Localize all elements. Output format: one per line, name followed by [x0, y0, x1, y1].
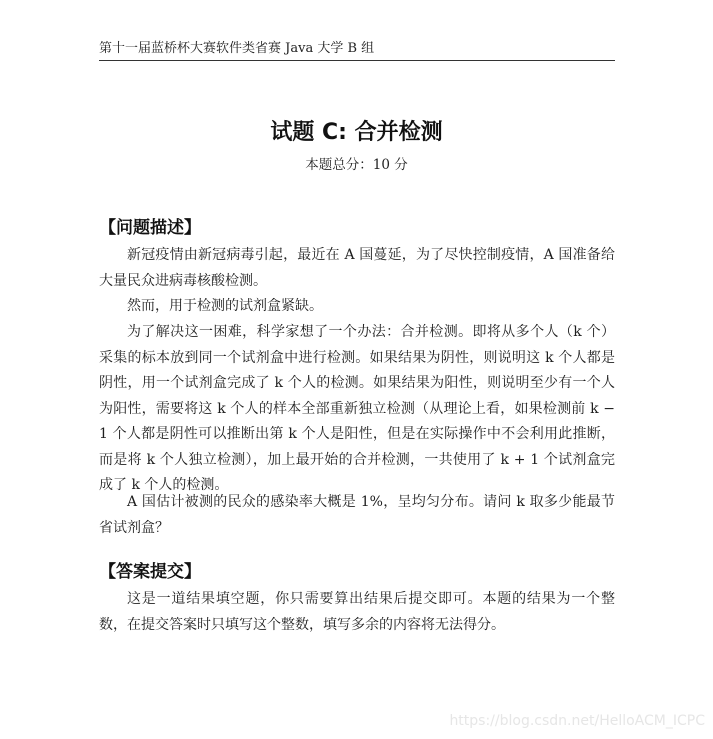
description-paragraph-2: 然而，用于检测的试剂盒紧缺。	[127, 298, 323, 314]
problem-score: 本题总分：10 分	[305, 157, 408, 173]
description-paragraph-1: 新冠疫情由新冠病毒引起，最近在 A 国蔓延，为了尽快控制疫情，A 国准备给大量民众进病毒核酸检测。	[99, 247, 615, 289]
problem-title: 试题 C: 合并检测	[270, 120, 443, 145]
description-paragraph-4: A 国估计被测的民众的感染率大概是 1%，呈均匀分布。请问 k 取多少能最节省试剂盒？	[99, 494, 615, 536]
description-paragraph-3: 为了解决这一困难，科学家想了一个办法：合并检测。即将从多个人（k 个）采集的标本放到同一个试剂盒中进行检测。如果结果为阴性，则说明这 k 个人都是阴性，用一个试剂盒完成了 k 个人的检测。如果结果为阳性，则说明至少有一个人为阳性，需要将这 k 个人的样本全部重新独立检测（从理论上看，如果检测前 k − 1 个人都是阴性可以推断出第 k 个人是阳性，但是在实际操作中不会利用此推断，而是将 k 个人独立检测），加上最开始的合并检测，一共使用了 k + 1 个试剂盒完成了 k 个人的检测。	[99, 324, 615, 493]
section-heading-description: 【问题描述】	[99, 218, 201, 238]
submission-paragraph-1: 这是一道结果填空题，你只需要算出结果后提交即可。本题的结果为一个整数，在提交答案时只填写这个整数，填写多余的内容将无法得分。	[99, 591, 615, 633]
header-divider	[99, 60, 615, 61]
watermark: https://blog.csdn.net/HelloACM_ICPC	[449, 713, 705, 729]
document-header: 第十一届蓝桥杯大赛软件类省赛 Java 大学 B 组	[99, 41, 375, 56]
section-heading-submission: 【答案提交】	[99, 562, 201, 582]
